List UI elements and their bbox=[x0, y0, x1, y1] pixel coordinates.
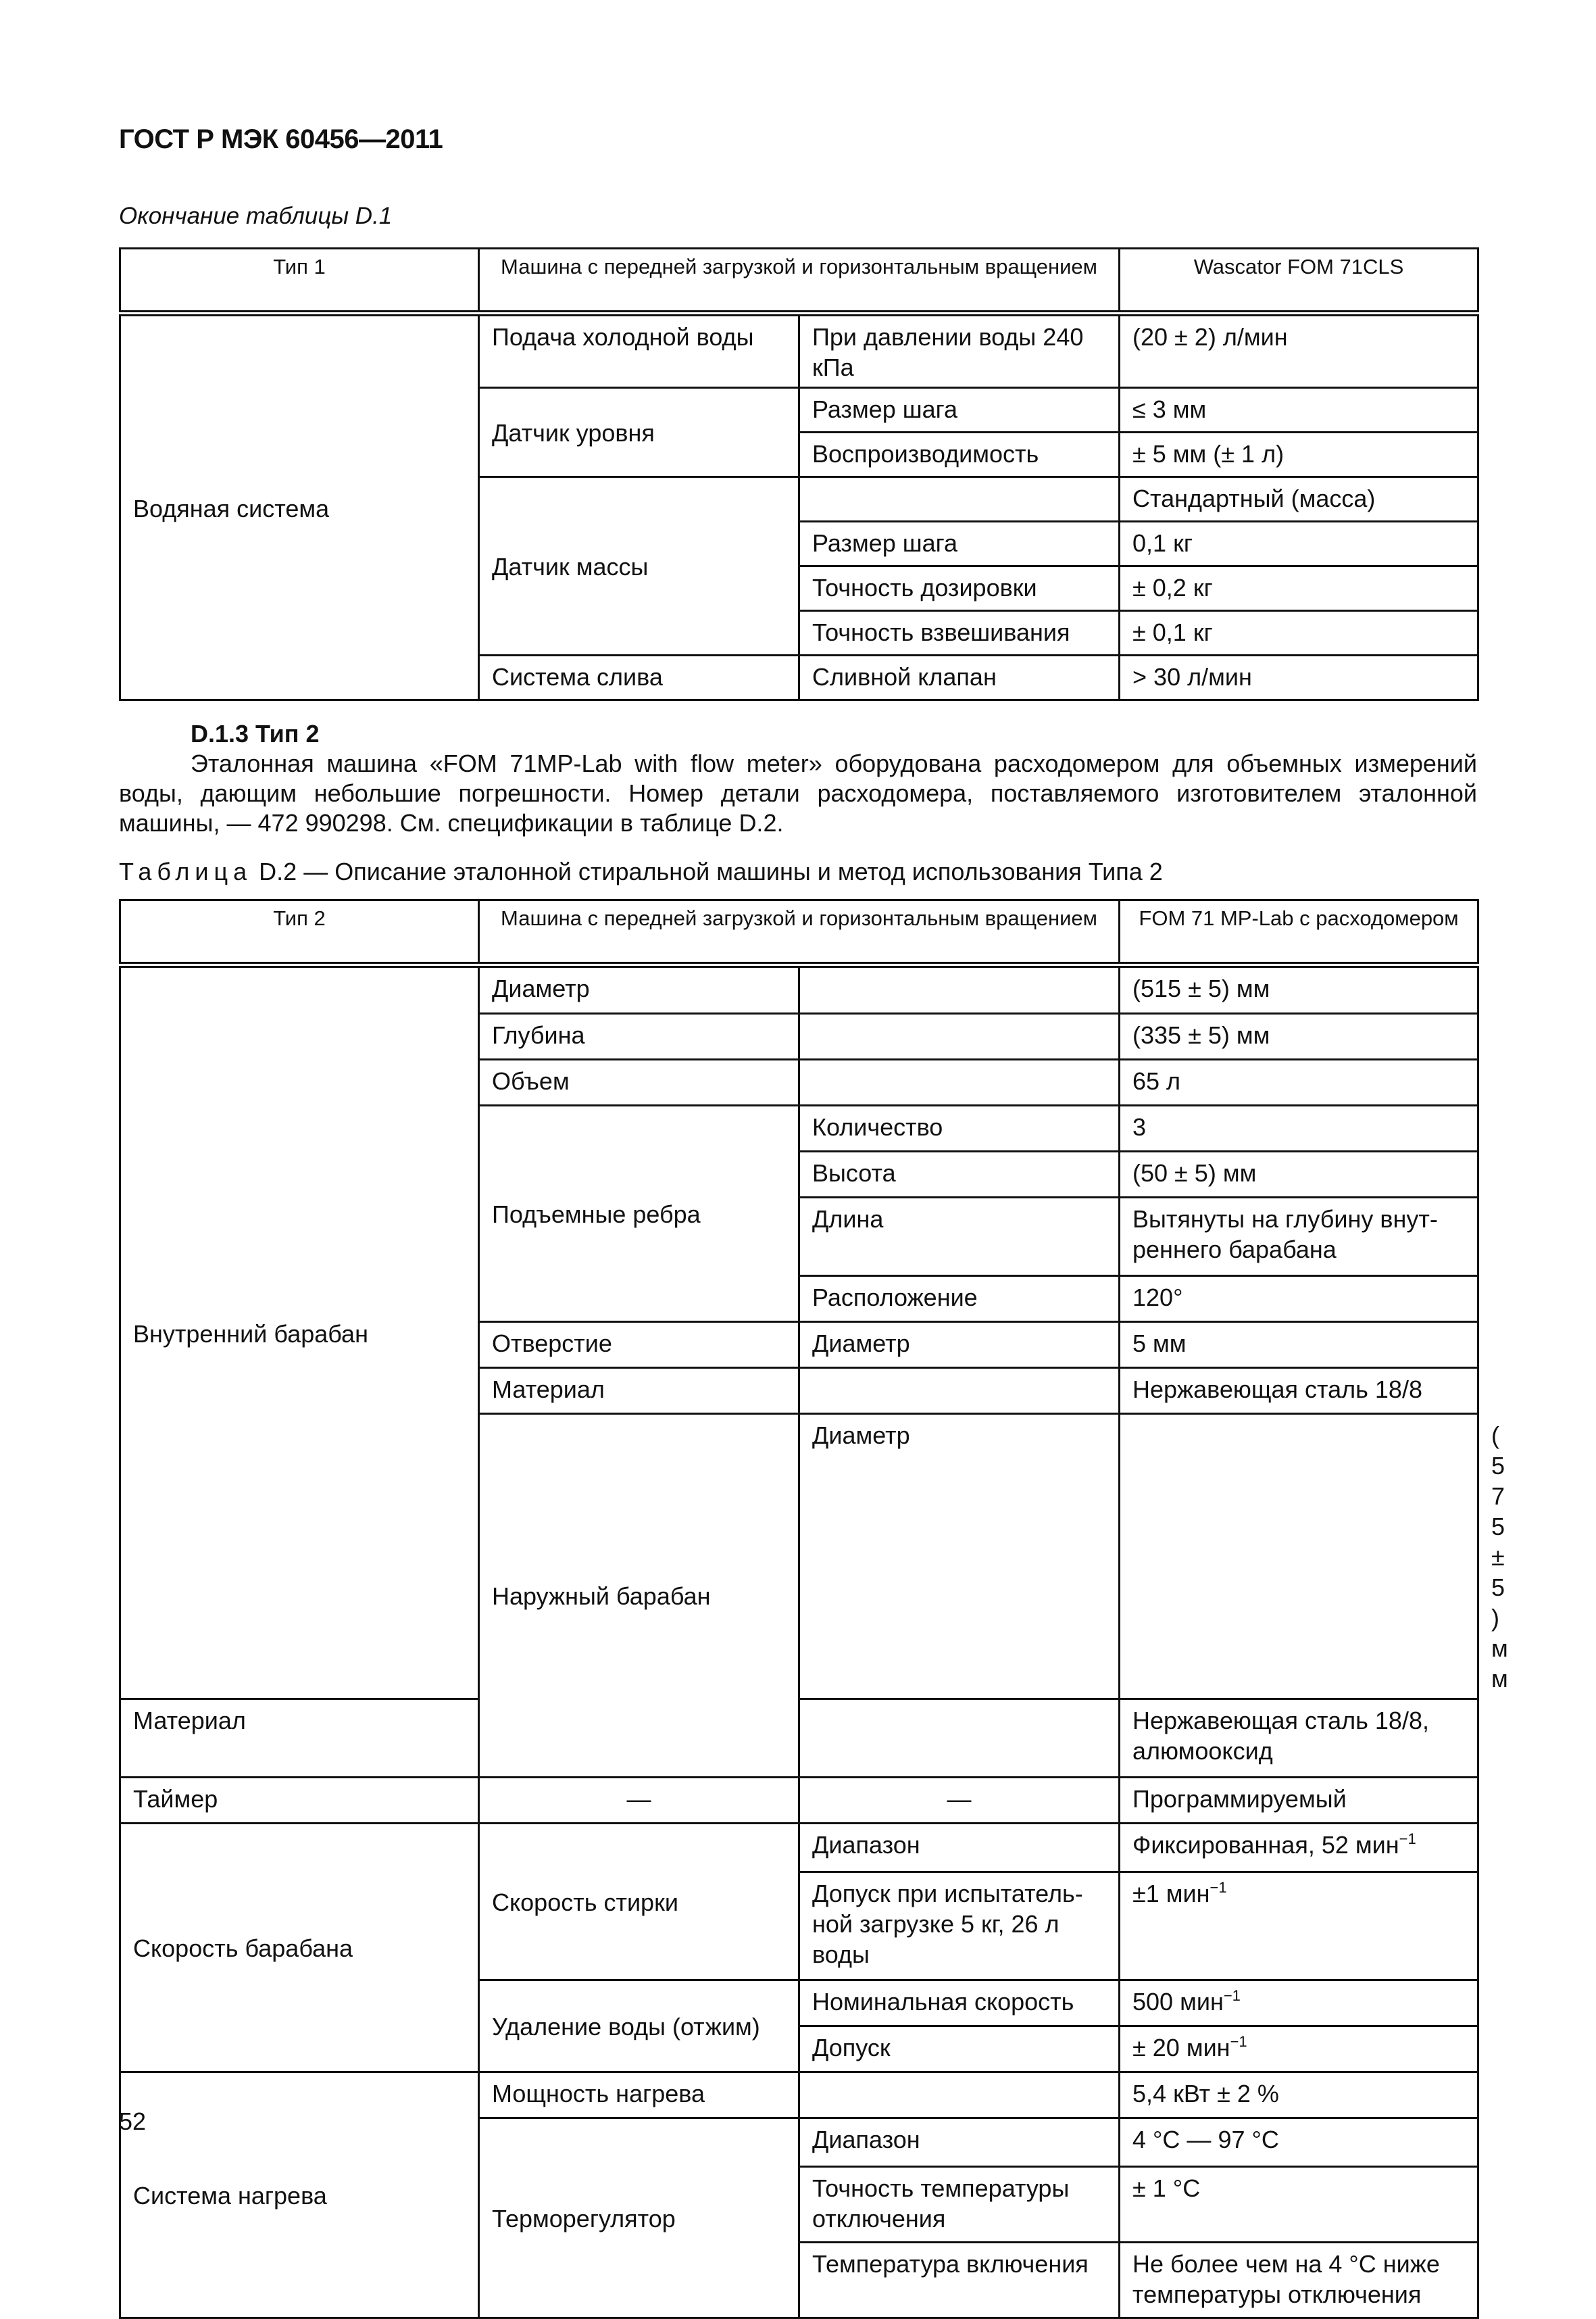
t1-water-system: Водяная система bbox=[120, 314, 479, 700]
t1-mass-value: ± 0,1 кг bbox=[1120, 611, 1478, 656]
table2-caption bbox=[119, 857, 1163, 887]
t1-level-param: Размер шага bbox=[799, 388, 1120, 433]
t2-hole: Отверстие bbox=[479, 1322, 799, 1368]
t1-mass-value: Стандартный (масса) bbox=[1120, 477, 1478, 522]
table1-caption: Окончание таблицы D.1 bbox=[119, 203, 393, 229]
t2-spin-tol-param: Допуск bbox=[799, 2026, 1120, 2072]
t2-inner-diameter: Диаметр bbox=[479, 965, 799, 1014]
table-d2: Тип 2 Машина с передней загрузкой и горизонтальным вращением FOM 71 MP-Lab с расходомером Внутренний барабан Диаметр (515 ± 5) мм Глубина (335 ± 5) мм Объем 65 л Подъемные ребра Количество 3 Высота (50 ± 5) мм Длина Вытянуты на глубину внут-реннего барабана Расположение 120° Отверстие Диаметр 5 мм Материал Нержавеющая сталь 18/8 Наружный барабан Диаметр (575 ± 5) мм Материал Нержавеющая сталь 18/8, алюмооксид Таймер — — Программируемый Скорость барабана Скорость стирки Диапазон Фиксированная, 52 мин$^{-1}$ Допуск при испытатель-ной загрузке 5 кг, 26 л воды ±1 мин$^{-1}$ Удаление воды (отжим) Номинальная скорость 500 мин$^{-1}$ Допуск ± 20 мин$^{-1}$ Система нагрева Мощность нагрева 5,4 кВт ± 2 % Терморегулятор Диапазон 4 °С — 97 °С Точность температуры отключения ± 1 °С Температура включения Не более чем на 4 °С ниже температуры отключения bbox=[119, 899, 1479, 2319]
t1-header-type: Тип 1 bbox=[120, 249, 479, 314]
table2-caption-text: D.2 — Описание эталонной стиральной машины и метод использования Типа 2 bbox=[259, 858, 1163, 885]
t2-spin-nominal-text: 500 мин bbox=[1132, 1988, 1224, 2016]
t2-inner-material-value: Нержавеющая сталь 18/8 bbox=[1120, 1368, 1478, 1414]
t1-drain: Система слива bbox=[479, 656, 799, 700]
t2-timer-value: Программируемый bbox=[1120, 1778, 1478, 1824]
t1-cold-water: Подача холодной воды bbox=[479, 314, 799, 388]
t2-inner-volume-value: 65 л bbox=[1120, 1060, 1478, 1106]
t2-empty-cell bbox=[799, 1014, 1120, 1060]
t2-inner-volume: Объем bbox=[479, 1060, 799, 1106]
t2-inner-material: Материал bbox=[479, 1368, 799, 1414]
t2-empty-cell bbox=[799, 1699, 1120, 1778]
t1-cold-water-param: При давлении воды 240 кПа bbox=[799, 314, 1120, 388]
t2-header-machine: Машина с передней загрузкой и горизонтальным вращением bbox=[479, 900, 1120, 965]
t2-outer-material-value: Нержавеющая сталь 18/8, алюмооксид bbox=[1120, 1699, 1478, 1778]
t2-wash-range-param: Диапазон bbox=[799, 1824, 1120, 1872]
t2-wash-tol-param: Допуск при испытатель-ной загрузке 5 кг, 26 л воды bbox=[799, 1872, 1120, 1980]
t2-heating-power: Мощность нагрева bbox=[479, 2072, 799, 2118]
t1-header-model: Wascator FOM 71CLS bbox=[1120, 249, 1478, 314]
t2-outer-diameter: Диаметр bbox=[799, 1414, 1120, 1699]
section-paragraph: Эталонная машина «FOM 71MP-Lab with flow meter» оборудована расходомером для объемных измерений воды, дающим небольшие погрешности. Номер детали расходомера, поставляемого изготовителем эталонной машины, — 472 990298. См. спецификации в таблице D.2. bbox=[119, 750, 1477, 837]
table2-caption-label: Таблица bbox=[119, 858, 253, 885]
t2-hole-value: 5 мм bbox=[1120, 1322, 1478, 1368]
t1-mass-sensor: Датчик массы bbox=[479, 477, 799, 656]
t2-spin: Удаление воды (отжим) bbox=[479, 1980, 799, 2072]
t2-thermo-param: Точность температуры отключения bbox=[799, 2167, 1120, 2243]
t2-outer-drum: Наружный барабан bbox=[479, 1414, 799, 1778]
t1-level-value: ± 5 мм (± 1 л) bbox=[1120, 433, 1478, 477]
t2-drum-speed: Скорость барабана bbox=[120, 1824, 479, 2072]
t1-header-machine: Машина с передней загрузкой и горизонтальным вращением bbox=[479, 249, 1120, 314]
t2-ribs-value: 3 bbox=[1120, 1106, 1478, 1152]
t2-outer-material: Материал bbox=[120, 1699, 479, 1778]
t2-timer-dash: — bbox=[479, 1778, 799, 1824]
t2-spin-nominal-param: Номинальная скорость bbox=[799, 1980, 1120, 2026]
t2-header-model: FOM 71 MP-Lab с расходомером bbox=[1120, 900, 1478, 965]
t1-mass-value: 0,1 кг bbox=[1120, 522, 1478, 566]
t2-empty-cell bbox=[799, 1368, 1120, 1414]
t2-inner-drum: Внутренний барабан bbox=[120, 965, 479, 1699]
t1-drain-param: Сливной клапан bbox=[799, 656, 1120, 700]
t1-level-sensor: Датчик уровня bbox=[479, 388, 799, 477]
unit-exponent: −1 bbox=[1399, 1830, 1416, 1847]
t2-thermo-param: Диапазон bbox=[799, 2118, 1120, 2167]
t2-thermo-param: Температура включения bbox=[799, 2243, 1120, 2318]
t2-wash-tol-text: ±1 мин bbox=[1132, 1880, 1210, 1907]
t2-wash-speed: Скорость стирки bbox=[479, 1824, 799, 1980]
t2-wash-range-value bbox=[1120, 1824, 1478, 1872]
t2-spin-tol-text: ± 20 мин bbox=[1132, 2034, 1230, 2061]
t2-heating-power-value: 5,4 кВт ± 2 % bbox=[1120, 2072, 1478, 2118]
section-d13 bbox=[119, 719, 1477, 838]
t2-header-type: Тип 2 bbox=[120, 900, 479, 965]
t2-ribs-param: Количество bbox=[799, 1106, 1120, 1152]
t2-ribs-value: 120° bbox=[1120, 1276, 1478, 1322]
t1-level-param: Воспроизводимость bbox=[799, 433, 1120, 477]
t1-mass-param: Точность взвешивания bbox=[799, 611, 1120, 656]
t2-thermo-value: ± 1 °С bbox=[1120, 2167, 1478, 2243]
t2-inner-depth: Глубина bbox=[479, 1014, 799, 1060]
t2-empty-cell bbox=[1120, 1414, 1478, 1699]
unit-exponent: −1 bbox=[1223, 1987, 1241, 2004]
t2-thermostat: Терморегулятор bbox=[479, 2118, 799, 2318]
t2-spin-nominal-value bbox=[1120, 1980, 1478, 2026]
t1-drain-value: > 30 л/мин bbox=[1120, 656, 1478, 700]
t2-spin-tol-value bbox=[1120, 2026, 1478, 2072]
table-d1-end bbox=[119, 247, 1479, 701]
document-header: ГОСТ Р МЭК 60456—2011 bbox=[119, 124, 443, 154]
unit-exponent: −1 bbox=[1230, 2033, 1247, 2050]
page-number: 52 bbox=[119, 2107, 147, 2135]
t2-ribs-value: Вытянуты на глубину внут-реннего барабана bbox=[1120, 1198, 1478, 1276]
t2-ribs-value: (50 ± 5) мм bbox=[1120, 1152, 1478, 1198]
t1-level-value: ≤ 3 мм bbox=[1120, 388, 1478, 433]
t2-timer-dash: — bbox=[799, 1778, 1120, 1824]
t2-wash-range-text: Фиксированная, 52 мин bbox=[1132, 1831, 1399, 1859]
t2-ribs-param: Высота bbox=[799, 1152, 1120, 1198]
t2-timer: Таймер bbox=[120, 1778, 479, 1824]
t2-hole-param: Диаметр bbox=[799, 1322, 1120, 1368]
t1-cold-water-value: (20 ± 2) л/мин bbox=[1120, 314, 1478, 388]
section-heading: D.1.3 Тип 2 bbox=[191, 720, 320, 748]
t1-mass-param: Размер шага bbox=[799, 522, 1120, 566]
t2-wash-tol-value bbox=[1120, 1872, 1478, 1980]
t1-mass-param bbox=[799, 477, 1120, 522]
t2-thermo-value: Не более чем на 4 °С ниже температуры отключения bbox=[1120, 2243, 1478, 2318]
t2-lifting-ribs: Подъемные ребра bbox=[479, 1106, 799, 1322]
t2-thermo-value: 4 °С — 97 °С bbox=[1120, 2118, 1478, 2167]
t2-heating-system: Система нагрева bbox=[120, 2072, 479, 2318]
t1-mass-value: ± 0,2 кг bbox=[1120, 566, 1478, 611]
t2-inner-depth-value: (335 ± 5) мм bbox=[1120, 1014, 1478, 1060]
t1-mass-param: Точность дозировки bbox=[799, 566, 1120, 611]
t2-empty-cell bbox=[799, 965, 1120, 1014]
t2-empty-cell bbox=[799, 1060, 1120, 1106]
t2-empty-cell bbox=[799, 2072, 1120, 2118]
t2-inner-diameter-value: (515 ± 5) мм bbox=[1120, 965, 1478, 1014]
unit-exponent: −1 bbox=[1210, 1879, 1227, 1896]
t2-ribs-param: Расположение bbox=[799, 1276, 1120, 1322]
t2-ribs-param: Длина bbox=[799, 1198, 1120, 1276]
